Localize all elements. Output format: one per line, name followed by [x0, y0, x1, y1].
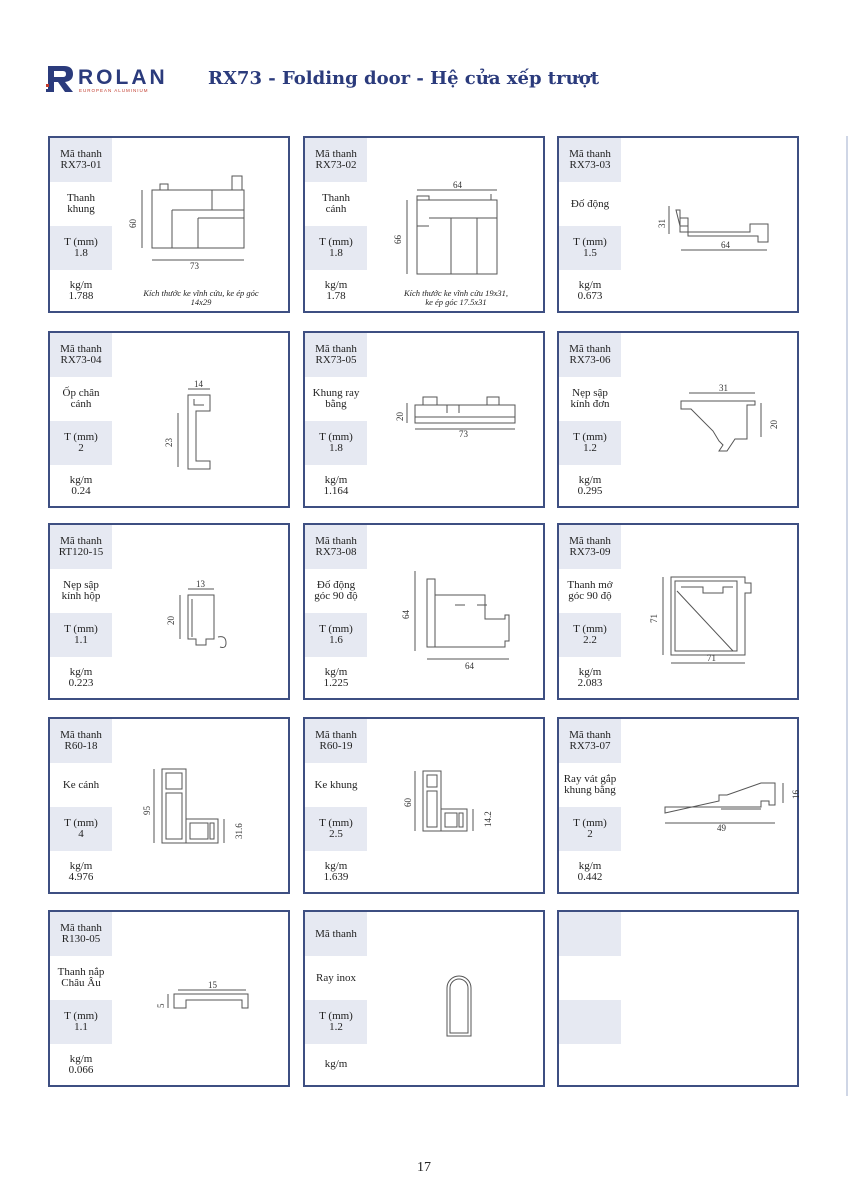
profile-card	[303, 717, 545, 894]
profile-weight: kg/m 1.788	[68, 278, 94, 302]
profile-card	[303, 910, 545, 1087]
profile-weight: kg/m 0.673	[577, 278, 603, 302]
profile-spec-column	[305, 719, 367, 892]
profile-section-drawing	[367, 138, 543, 311]
profile-section-drawing	[112, 912, 288, 1085]
svg-text:31: 31	[719, 383, 728, 393]
profile-name-cell	[559, 763, 621, 807]
profile-name-cell	[559, 569, 621, 613]
profile-name: Thanh nắp Châu Âu	[57, 966, 105, 989]
profile-weight: kg/m 4.976	[68, 859, 94, 883]
profile-code: Mã thanh R60-18	[60, 729, 102, 752]
profile-spec-column	[559, 138, 621, 311]
svg-text:66: 66	[393, 235, 403, 244]
profile-spec-column	[305, 525, 367, 698]
profile-thickness: T (mm) 1.1	[64, 623, 98, 646]
svg-text:5: 5	[156, 1003, 166, 1008]
profile-thickness-cell	[559, 421, 621, 465]
profile-name-cell	[50, 763, 112, 807]
profile-thickness-cell	[305, 421, 367, 465]
svg-text:31: 31	[657, 219, 667, 228]
profile-note: Kích thước ke vĩnh cửu 19x31, ke ép góc 17.5x31	[404, 288, 508, 307]
profile-thickness-cell	[50, 226, 112, 270]
profile-section-drawing	[367, 912, 543, 1085]
profile-weight: kg/m 2.083	[577, 665, 603, 689]
profile-weight: kg/m 0.223	[68, 665, 94, 689]
profile-thickness: T (mm) 2.5	[319, 817, 353, 840]
profile-name-cell	[305, 569, 367, 613]
svg-text:49: 49	[717, 823, 726, 833]
profile-weight-cell	[50, 851, 112, 892]
profile-name: Nẹp sập kính hộp	[61, 579, 101, 602]
svg-text:31.6: 31.6	[234, 823, 244, 839]
svg-text:64: 64	[453, 180, 462, 190]
profile-thickness: T (mm) 1.2	[573, 431, 607, 454]
profile-card	[557, 523, 799, 700]
profile-card	[48, 910, 290, 1087]
svg-text:64: 64	[465, 661, 474, 671]
profile-card	[303, 331, 545, 508]
profile-name: Ốp chân cánh	[62, 387, 100, 410]
profile-section-drawing	[621, 719, 801, 892]
profile-code: Mã thanh RX73-01	[60, 148, 102, 171]
profile-spec-column	[50, 719, 112, 892]
profile-weight: kg/m 0.442	[577, 859, 603, 883]
profile-name: Ray inox	[315, 971, 357, 984]
profile-name: Thanh mở góc 90 độ	[567, 579, 613, 602]
profile-code: Mã thanh RX73-09	[569, 535, 611, 558]
profile-code: Mã thanh RX73-08	[315, 535, 357, 558]
profile-code: Mã thanh	[315, 927, 357, 940]
profile-name: Đố động	[570, 197, 610, 210]
profile-section-drawing	[367, 719, 543, 892]
profile-code: Mã thanh RT120-15	[58, 535, 104, 558]
profile-section-drawing	[367, 525, 543, 698]
profile-thickness-cell	[305, 1000, 367, 1044]
profile-card	[303, 136, 545, 313]
profile-name: Thanh khung	[66, 192, 96, 215]
svg-text:20: 20	[395, 412, 405, 421]
profile-thickness-cell	[305, 226, 367, 270]
profile-thickness: T (mm) 2	[573, 817, 607, 840]
svg-text:73: 73	[459, 429, 468, 439]
profile-card	[48, 717, 290, 894]
svg-text:71: 71	[649, 614, 659, 623]
profile-section-drawing	[621, 525, 797, 698]
profile-weight: kg/m 1.639	[323, 859, 349, 883]
svg-text:95: 95	[142, 806, 152, 815]
profile-spec-column	[305, 138, 367, 311]
profile-weight-cell	[50, 657, 112, 698]
profile-section-drawing	[367, 333, 543, 506]
profile-thickness-cell	[559, 613, 621, 657]
profile-code: Mã thanh RX73-03	[569, 148, 611, 171]
logo-tagline: EUROPEAN ALUMINIUM	[79, 88, 149, 93]
profile-name-cell	[305, 956, 367, 1000]
profile-name-cell	[305, 182, 367, 226]
profile-card	[557, 136, 799, 313]
page-title: RX73 - Folding door - Hệ cửa xếp trượt	[208, 68, 600, 89]
profile-code-cell	[305, 138, 367, 182]
profile-name-cell	[559, 182, 621, 226]
profile-section-drawing	[112, 525, 288, 698]
profile-spec-column	[559, 525, 621, 698]
svg-text:73: 73	[190, 261, 199, 271]
svg-text:14: 14	[194, 379, 203, 389]
profile-code: Mã thanh RX73-07	[569, 729, 611, 752]
logo-r-icon	[46, 64, 76, 94]
profile-code: Mã thanh RX73-06	[569, 343, 611, 366]
profile-code-cell	[50, 912, 112, 956]
profile-spec-column	[50, 912, 112, 1085]
profile-name-cell	[50, 182, 112, 226]
profile-card	[48, 523, 290, 700]
profile-name: Khung ray bằng	[312, 387, 360, 410]
profile-code: Mã thanh RX73-02	[315, 148, 357, 171]
profile-card	[557, 717, 799, 894]
profile-thickness: T (mm) 1.8	[64, 236, 98, 259]
profile-code: Mã thanh RX73-05	[315, 343, 357, 366]
profile-thickness-cell	[305, 613, 367, 657]
profile-code: Mã thanh R60-19	[315, 729, 357, 752]
profile-code-cell	[305, 525, 367, 569]
profile-weight-cell	[50, 465, 112, 506]
svg-text:20: 20	[166, 616, 176, 625]
profile-thickness-cell	[50, 1000, 112, 1044]
profile-card	[48, 136, 290, 313]
profile-spec-column	[305, 333, 367, 506]
profile-section-drawing	[621, 138, 797, 311]
profile-card	[48, 331, 290, 508]
profile-note: Kích thước ke vĩnh cửu, ke ép góc 14x29	[143, 288, 259, 307]
svg-text:64: 64	[401, 610, 411, 619]
profile-spec-column	[559, 719, 621, 892]
profile-code-cell	[559, 525, 621, 569]
profile-weight: kg/m 0.24	[69, 473, 93, 497]
profile-code-cell	[305, 333, 367, 377]
profile-name: Ray vát gắp khung bằng	[563, 773, 617, 796]
profile-name: Đố động góc 90 độ	[314, 579, 358, 602]
profile-weight-cell	[559, 657, 621, 698]
profile-thickness: T (mm) 1.8	[319, 236, 353, 259]
svg-text:15: 15	[208, 980, 217, 990]
profile-code: Mã thanh R130-05	[60, 922, 102, 945]
profile-weight: kg/m 1.78	[324, 278, 348, 302]
profile-name-cell	[305, 377, 367, 421]
profile-name-cell	[50, 956, 112, 1000]
profile-weight-cell	[559, 465, 621, 506]
profile-name: Thanh cánh	[321, 192, 351, 215]
profile-card	[557, 910, 799, 1087]
profile-name: Ke khung	[314, 778, 358, 791]
page-header	[46, 62, 806, 98]
profile-code-cell	[50, 333, 112, 377]
profile-section-drawing	[112, 138, 288, 311]
profile-thickness: T (mm) 4	[64, 817, 98, 840]
profile-weight: kg/m 0.295	[577, 473, 603, 497]
profile-thickness-cell	[50, 613, 112, 657]
profile-weight-cell	[305, 465, 367, 506]
svg-text:60: 60	[128, 219, 138, 228]
profile-code-cell	[559, 333, 621, 377]
profile-name-cell	[559, 377, 621, 421]
profile-weight-cell	[305, 1044, 367, 1085]
profile-name-cell	[50, 569, 112, 613]
profile-code-cell	[305, 719, 367, 763]
profile-spec-column	[559, 912, 621, 1085]
page-number: 17	[417, 1160, 431, 1175]
svg-text:64: 64	[721, 240, 730, 250]
logo-text: ROLAN	[78, 66, 168, 89]
profile-spec-column	[305, 912, 367, 1085]
rolan-logo	[46, 62, 176, 98]
profile-weight-cell	[50, 270, 112, 311]
profile-thickness-cell	[50, 421, 112, 465]
profile-section-drawing	[621, 912, 797, 1085]
profile-section-drawing	[112, 333, 288, 506]
profile-weight-cell	[559, 1044, 621, 1085]
profile-section-drawing	[112, 719, 288, 892]
svg-text:13: 13	[196, 579, 205, 589]
profile-code: Mã thanh RX73-04	[60, 343, 102, 366]
profile-code-cell	[50, 525, 112, 569]
profile-thickness-cell	[559, 807, 621, 851]
profile-code-cell	[559, 138, 621, 182]
profile-weight-cell	[305, 851, 367, 892]
svg-text:23: 23	[164, 438, 174, 447]
svg-text:14.2: 14.2	[483, 811, 493, 827]
profile-spec-column	[50, 333, 112, 506]
profile-code-cell	[559, 719, 621, 763]
profile-weight-cell	[559, 851, 621, 892]
profile-weight-cell	[559, 270, 621, 311]
profile-thickness-cell	[559, 226, 621, 270]
profile-spec-column	[50, 138, 112, 311]
profile-card	[303, 523, 545, 700]
svg-text:71: 71	[707, 653, 716, 663]
svg-text:16: 16	[791, 790, 801, 799]
profile-weight: kg/m 0.066	[68, 1052, 94, 1076]
profile-thickness-cell	[50, 807, 112, 851]
profile-thickness-cell	[305, 807, 367, 851]
profile-thickness: T (mm) 1.1	[64, 1010, 98, 1033]
profile-name: Nẹp sập kính đơn	[570, 387, 610, 410]
profile-name-cell	[305, 763, 367, 807]
profile-thickness: T (mm) 1.2	[319, 1010, 353, 1033]
profile-name: Ke cánh	[62, 778, 100, 791]
profile-thickness: T (mm) 1.5	[573, 236, 607, 259]
profile-thickness: T (mm) 1.8	[319, 431, 353, 454]
profile-weight-cell	[305, 270, 367, 311]
profile-section-drawing	[621, 333, 797, 506]
profile-card	[557, 331, 799, 508]
profile-thickness: T (mm) 2	[64, 431, 98, 454]
profile-weight: kg/m 1.164	[323, 473, 349, 497]
profile-name-cell	[50, 377, 112, 421]
profile-weight-cell	[305, 657, 367, 698]
svg-text:20: 20	[769, 420, 779, 429]
profile-name-cell	[559, 956, 621, 1000]
profile-weight-cell	[50, 1044, 112, 1085]
svg-text:60: 60	[403, 798, 413, 807]
profile-weight: kg/m 1.225	[323, 665, 349, 689]
profile-spec-column	[50, 525, 112, 698]
profile-thickness: T (mm) 1.6	[319, 623, 353, 646]
profile-thickness: T (mm) 2.2	[573, 623, 607, 646]
profile-weight: kg/m	[324, 1058, 348, 1070]
profile-code-cell	[305, 912, 367, 956]
profile-code-cell	[50, 138, 112, 182]
profile-thickness-cell	[559, 1000, 621, 1044]
profile-code-cell	[50, 719, 112, 763]
profile-code-cell	[559, 912, 621, 956]
profile-spec-column	[559, 333, 621, 506]
